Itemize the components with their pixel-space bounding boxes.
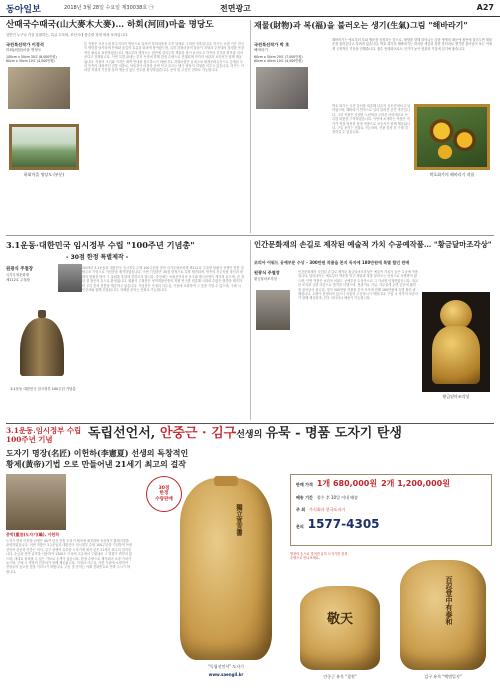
ad5-phone-label: 문의 (296, 524, 304, 529)
ad1-body: 본 작품은 조선시대 풍수지리의 명당으로 알려진 하회마을을 수묵 담채로 그려낸 작품입니다. 작가는 오랜 기간 전국의 명당을 답사하며 산세와 물길의 흐름을 화폭에 담아왔으며, 특히 하회마을의 물돌이 지형과 부용대의 절경을 독창적인 필치로 표현하였습니다. 예로부터 명당도는 집안에 걸어두면 재물과 복이 들어오고 가족의 건강과 화목을 지켜준다고 전해집니다. 이번 특별 판매는 본지 독자에 한해 한정 수량으로 진행되며 작가의 낙관과 보증서가 함께 제공됩니다. 작품의 크기와 가격은 좌측 안내를 참고하시기 바랍니다. 하회마을은 유네스코 세계문화유산으로 등재된 우리 민족의 대표적인 전통 마을로, 낙동강이 마을을 감싸 안고 흐르는 태극 형상의 지형을 이루고 있습니다. 작가는 이러한 지형의 기운을 살려 생동감 있는 산수를 완성하였습니다. 문의 및 주문은 전화로 가능합니다. (84, 42, 244, 73)
ad5-bank-label: 주 최 (296, 507, 306, 512)
ad-hahoe-painting (6, 20, 246, 233)
ad3-title: 3.1운동·대한민국 임시정부 수립 "100주년 기념총" (6, 240, 195, 250)
ad4-body: 인간문화재의 숙련된 손길로 제작된 황금달마조각상은 예술적 가치가 높은 수공예 작품입니다. 달마대사는 예로부터 액운을 막고 재물과 복을 불러오는 상징으로 사랑받아 왔으며, 이번 작품은 코리아 어워드 공예부문 수상작으로 그 가치를 인정받았습니다. 정교한 조각과 금빛 마감으로 품격을 더했으며, 현관이나 거실, 사무실에 두면 공간에 활력을 불어넣어 줍니다. 정가 300만원 작품을 본지 독자에 한해 180만원에 특별 할인 판매합니다. 수량이 한정되어 있으니 서둘러 주문하시기 바랍니다. 구입 시 작가의 보증서가 함께 제공되며, 전국 어디서나 배송이 가능합니다. (298, 270, 418, 301)
ad3-artist-block (6, 266, 56, 282)
ad1-artist-block (6, 42, 78, 63)
ad4-artist-block (254, 270, 304, 281)
ad5-body: 도자기 명장 이헌하 선생은 40여 년간 전통 도자기 제작에 매진하며 독창적인 황제기법을 완성하였습니다. 이번 작품은 3.1운동과 대한민국 임시정부 수립 100주년을 기념하여 독립선언서 전문과 안중근 의사, 김구 선생의 유묵을 도자기에 새겨 넣은 21세기 최고의 걸작입니다. 순금과 천연 유약을 사용하여 1300도 이상의 고온에서 구워내어 그 빛깔이 변하지 않으며, 대대로 물려줄 수 있는 가보로 손색이 없습니다. 한정 수량으로 제작되어 소장 가치가 높으며, 구매 시 명장의 인증서가 함께 제공됩니다. 가정과 사무실, 각종 기관에 소장하여 선열들의 숭고한 뜻을 기리시기 바랍니다. 주문 및 문의는 아래 전화번호로 연락 주시기 바랍니다. (6, 539, 132, 574)
ad2-body: 해바라기는 예로부터 부와 행운을 상징하는 꽃으로, 태양을 향해 피어나는 강한 생명력 때문에 집안에 걸어두면 재물운을 불러온다고 알려져 있습니다. 박호 화가의 해바라기는 화사한 색감과 힘찬 붓터치로 생기를 불어넣어 보는 이에게 긍정적인 기운을 전해줍니다. 풍수 인테리어로도 인기가 높아 현관과 거실에 걸기에 좋습니다. (332, 38, 492, 51)
ad5-sub1: 도자기 명장(名匠) 이헌하(李憲夏) 선생의 독창적인 (6, 448, 189, 458)
ad5-phone[interactable]: 1577-4305 (307, 517, 380, 531)
ad5-vase-kimgu (400, 560, 486, 670)
ad5-title-b: 안중근 · 김구 (159, 426, 237, 441)
row-divider-2 (6, 423, 494, 424)
ad5-price-old: 1개 680,000원 (316, 479, 378, 488)
ad4-artist-photo (256, 290, 290, 330)
ad5-info-box (290, 474, 492, 546)
ad5-sub2: 황제(黃帝)기법 으로 만들어낸 21세기 최고의 걸작 (6, 459, 187, 469)
ad3-body: 2019년 3.1운동과 대한민국 임시정부 수립 100주년을 맞아 국가무형문화재 제112호 주철장 원광식 선생이 전통 밀랍주조 기법으로 기념총을 제작하였습니다. 이번 기념총은 30점 한정으로 특별 제작되며, 민족의 자주독립 정신과 평화의 염원을 담아 그 울림을 후대에 전하고자 합니다. 종신에는 독립선언서의 문구와 태극문양이 새겨져 있으며, 한 점 한 점 장인의 손으로 완성됩니다. 원광식 주철장은 성덕대왕신종의 복원 연구를 비롯해 국내외 수많은 범종을 제작하여 우리 종의 전통을 계승하고 있습니다. 기념총은 가정과 사무실, 기관에 소장하여 그 뜻을 기릴 수 있으며, 구매 시 인증서와 함께 전달됩니다. 자세한 문의는 전화로 가능합니다. (82, 266, 244, 293)
ad-ceramics (6, 426, 494, 688)
ad1-artist-photo (8, 67, 70, 109)
column-divider-mid (250, 240, 251, 420)
ad5-vase1-text: 獨立宣言書 (235, 504, 243, 536)
page-number: A27 (476, 3, 494, 12)
ad5-vase3-text: 百忍堂中有泰和 (445, 576, 454, 625)
issue-date: 2018년 3월 28일 수요일 제30038호 ㉠ (64, 5, 154, 11)
ad3-bell-image (12, 310, 72, 382)
ad4-statue-image (422, 292, 490, 392)
ad5-vase-main (180, 478, 272, 660)
ad5-price-label: 판매 가격 (296, 482, 313, 487)
ad5-vase2-text: 敬天 (326, 612, 353, 627)
ad5-title-c: 선생의 (236, 430, 266, 440)
ad5-title-d: 유묵 - 명품 도자기 탄생 (265, 426, 402, 441)
ad1-subtitle: 일반인 누구나 가실 입찰하는, 특급 수묵화, 조선시대 풍수를 상징 화폭 포착입니다. (6, 33, 129, 37)
ad5-badge: 3.1운동.임시정부 수립 100주년 기념 (6, 426, 82, 444)
ad5-website[interactable]: www.saengil.kr (208, 672, 244, 677)
ad5-artist-label: 중박(重泊)도자기(嶋), 이헌하 (6, 532, 60, 537)
ad5-caption2: 안중근 유묵 "경천" (323, 674, 357, 679)
ad-sunflower-painting (254, 20, 494, 233)
ad4-artist-label: 원광식 주철장 (254, 270, 280, 275)
ad2-dims: 60cm x 50cm 20호 (7,000만원) 60cm x 40cm 10호 (4,500만원) (254, 55, 303, 64)
ad5-note: 명장의 손으로 빚어낸 유묵 도자기를 한정 수량으로 만나보세요. (290, 552, 348, 561)
ad4-artist-label2: 황금달마조각상 (254, 277, 277, 281)
ad4-title: 인간문화재의 손길로 제작된 예술적 가치 수공예작품… "황금달마조각상" (254, 240, 492, 249)
page-header (0, 0, 500, 17)
ad5-caption1: "독립선언서" 도자기 (208, 664, 244, 669)
ad5-artist-photo (6, 474, 66, 530)
ad-golden-dharma (254, 240, 494, 420)
ad1-dims: 100cm x 50cm 30호 (8,000만원) 60cm x 30cm 10호 (4,000만원) (6, 55, 57, 64)
ad2-artist-label2: 해바라기 (254, 48, 268, 52)
ad5-limited-circle (146, 476, 182, 512)
ad5-bank: 주식회사 한국도자기 (309, 507, 346, 512)
row-divider-1 (6, 235, 494, 236)
ad-memorial-bell (6, 240, 246, 420)
ad2-body-2: 박호 화가는 국전 특선을 비롯해 다수의 공모전에서 수상하였으며, 해바라기 연작으로 널리 알려진 중견 작가입니다. 그의 작품은 강렬한 노란색과 두터운 마티에르로 독특한 화풍을 구축하였습니다. 이번에 소개하는 작품은 작가가 직접 엄선한 한정 작품으로 보증서가 함께 제공됩니다. 구입 문의는 전화로 가능하며, 작품 감상 후 구매 결정하실 수 있습니다. (332, 104, 410, 135)
ad5-caption3: 김구 유묵 "백범일지" (424, 674, 462, 679)
ad4-caption: 황금달마조각상 (442, 394, 470, 399)
ad2-title: 재물(財物)과 복(福)을 불러오는 생기(生氣)그림 "해바라기" (254, 20, 468, 30)
ad3-artist-label: 원광식 주철장 (6, 267, 33, 272)
ad2-artist-block (254, 42, 326, 63)
ad3-subtitle: - 30점 한정 특별제작 - (66, 254, 129, 261)
ad2-artist-label: 국전특선작가 박 호 (254, 42, 290, 47)
ad5-price-new: 2개 1,200,000원 (381, 479, 450, 488)
ad1-painting (9, 124, 79, 170)
ad2-caption: 박호화가의 해바라기 작품 (429, 172, 475, 177)
ad3-artist-label2: 국가무형문화재 제112호 주철장 (6, 273, 30, 282)
ad1-artist-label: 국전특선작가 이경석 (6, 42, 44, 47)
ad4-subtitle: 코리아 어워드 공예부문 수상 – 300만원 작품을 본지 독자에 180만원에 특별 할인 판매 (254, 260, 410, 265)
ad1-artist-label2: 하회(河回)마을 명당도 (6, 48, 42, 52)
ad2-artist-photo (256, 67, 308, 109)
ad2-painting (414, 104, 490, 170)
column-divider-top (250, 20, 251, 233)
ad3-artist-photo (58, 264, 82, 292)
ad3-caption1: 3.1운동 대한민국 임시정부 100주년 기념총 (10, 387, 76, 391)
section-title: 전면광고 (220, 4, 251, 13)
ad5-circle-text: 30점 한정 수량판매 (155, 485, 173, 502)
ad1-caption: 하회마을 명당도 (부분) (23, 172, 65, 177)
newspaper-logo: 동아일보 (6, 5, 41, 15)
ad5-title (88, 426, 494, 443)
ad5-ship: 접수 후 10일 이내 배송 (316, 495, 358, 500)
ad5-ship-label: 배송 기간 (296, 495, 313, 500)
ad5-title-a: 독립선언서, (88, 426, 160, 441)
ad1-title: 산때국수때국(山大麥木大麥)… 하회(河回)마을 명당도 (6, 20, 214, 30)
ad5-vase-anjunggeun (300, 586, 380, 670)
